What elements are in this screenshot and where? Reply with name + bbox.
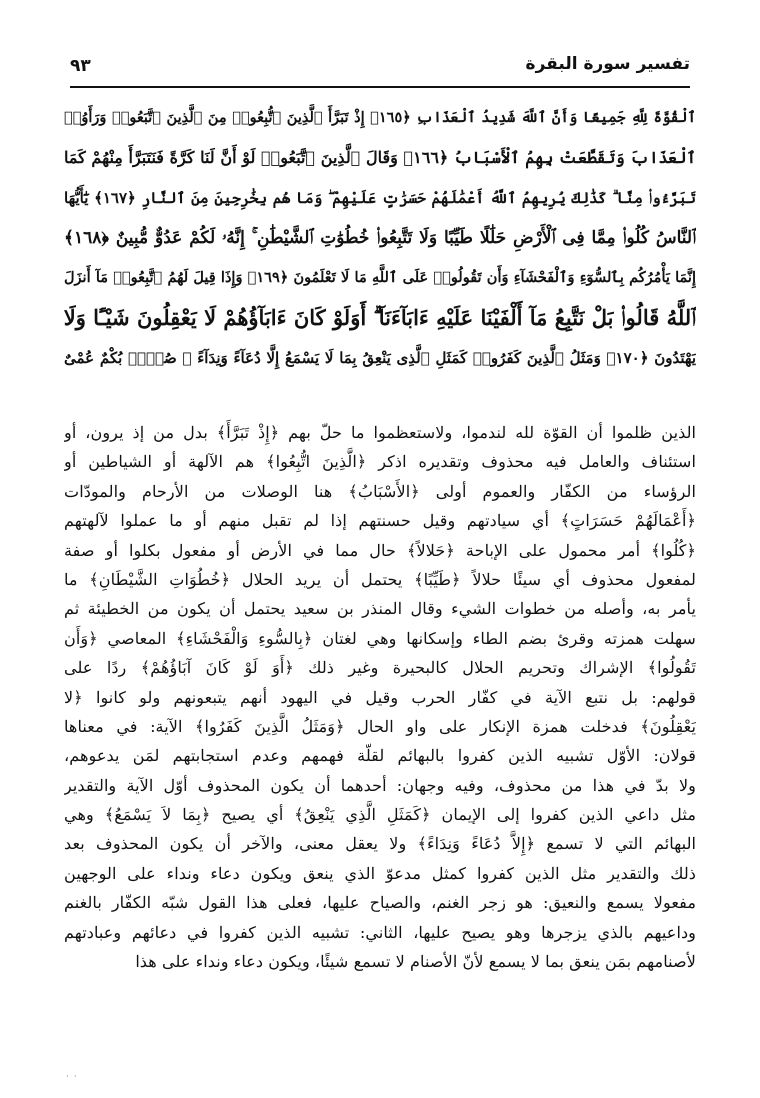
commentary-line: يأمر به، وأصله من خطوات الشيء وقال المنذر بن سعيد يحتمل أن يكون من الخطيئة ثم	[64, 599, 696, 619]
commentary-line: البهائم التي لا تسمع ﴿إِلاَّ دُعَاءً وَنِدَاءً﴾ ولا يعقل معنى، والآخر أن يكون المحذوف بعد	[64, 834, 696, 854]
commentary-line: الرؤساء من الكفّار والعموم أولى ﴿الأَسْبَابُ﴾ هنا الوصلات من الأرحام والمودّات	[64, 481, 696, 501]
verse-line: ٱلْعَذَابَ وَتَقَطَّعَتْ بِهِمُ ٱلْأَسْبَابُ ﴿١٦٦﴾ وَقَالَ ٱلَّذِينَ ٱتَّبَعُوا۟ لَوْ أَنَّ لَنَا كَرَّةً فَنَتَبَرَّأَ مِنْهُمْ كَمَا	[64, 148, 696, 167]
commentary-line: يَعْقِلُونَ﴾ فدخلت همزة الإنكار على واو الحال ﴿وَمَثَلُ الَّذِينَ كَفَرُوا﴾ الآية: في معناها	[64, 716, 696, 736]
commentary-line: تَقُولُوا﴾ الإشراك وتحريم الحلال كالبحيرة وغير ذلك ﴿أَوَ لَوْ كَانَ آبَاؤُهُمْ﴾ ردًا على	[64, 658, 696, 678]
commentary-line: مثل داعي الذين كفروا إلى الإيمان ﴿كَمَثَلِ الَّذِي يَنْعِقُ﴾ أي يصيح ﴿بِمَا لاَ يَسْمَعُ﴾ وهي	[64, 805, 696, 825]
verse-line: يَهْتَدُونَ ﴿١٧٠﴾ وَمَثَلُ ٱلَّذِينَ كَفَرُوا۟ كَمَثَلِ ٱلَّذِى يَنْعِقُ بِمَا لَا يَسْمَعُ إِلَّا دُعَآءً وَنِدَآءً ۚ صُمٌّۢ بُكْمٌ عُمْىٌ	[64, 349, 696, 367]
commentary-line: ﴿كُلُوا﴾ أمر محمول على الإباحة ﴿حَلالاً﴾ حال مما في الأرض أو مفعول بكلوا أو صفة	[64, 540, 696, 560]
commentary-line: سهلت همزته وقرئ بضم الطاء وإسكانها وهي لغتان ﴿بِالسُّوءِ وَالْفَحْشَاءِ﴾ المعاصي ﴿وَأَن	[64, 628, 696, 648]
verse-line: ٱلنَّاسُ كُلُوا۟ مِمَّا فِى ٱلْأَرْضِ حَلَٰلًا طَيِّبًا وَلَا تَتَّبِعُوا۟ خُطُوَٰتِ ٱلشَّيْطَٰنِ ۚ إِنَّهُۥ لَكُمْ عَدُوٌّ مُّبِينٌ ﴿١٦٨﴾	[64, 228, 696, 248]
verse-line: ٱلْقُوَّةَ لِلَّهِ جَمِيعًا وَأَنَّ ٱللَّهَ شَدِيدُ ٱلْعَذَابِ ﴿١٦٥﴾ إِذْ تَبَرَّأَ ٱلَّذِينَ ٱتُّبِعُوا۟ مِنَ ٱلَّذِينَ ٱتَّبَعُوا۟ وَرَأَوُا۟	[64, 109, 696, 126]
page-number: ٩٣	[70, 56, 91, 76]
verse-line: إِنَّمَا يَأْمُرُكُم بِٱلسُّوٓءِ وَٱلْفَحْشَآءِ وَأَن تَقُولُوا۟ عَلَى ٱللَّهِ مَا لَا تَعْلَمُونَ ﴿١٦٩﴾ وَإِذَا قِيلَ لَهُمُ ٱتَّبِعُوا۟ مَآ أَنزَلَ	[64, 269, 696, 286]
commentary-block	[64, 418, 696, 1038]
page-header	[70, 52, 690, 88]
commentary-line: لأصنامهم بمَن ينعق بما لا يسمع لأنّ الأصنام لا تسمع شيئًا، ويكون دعاء ونداء على هذا	[135, 952, 696, 972]
commentary-line: ﴿أَعْمَالَهُمْ حَسَرَاتٍ﴾ أي سيادتهم وقيل حسنتهم إذا لم تقبل منهم أو ما عملوا لآلهتهم	[64, 511, 696, 531]
verse-line: ٱللَّهُ قَالُوا۟ بَلْ نَتَّبِعُ مَآ أَلْفَيْنَا عَلَيْهِ ءَابَآءَنَآ ۗ أَوَلَوْ كَانَ ءَابَآؤُهُمْ لَا يَعْقِلُونَ شَيْـًٔا وَلَا	[64, 305, 696, 330]
verse-line: تَبَرَّءُوا۟ مِنَّا ۗ كَذَٰلِكَ يُرِيهِمُ ٱللَّهُ أَعْمَٰلَهُمْ حَسَرَٰتٍ عَلَيْهِمْ ۖ وَمَا هُم بِخَٰرِجِينَ مِنَ ٱلنَّارِ ﴿١٦٧﴾ يَٰٓأَيُّهَا	[64, 189, 696, 207]
running-title: تفسير سورة البقرة	[525, 54, 690, 74]
quran-verses-block	[64, 98, 696, 380]
commentary-line: ذلك والتقدير مثل الذين كفروا كمثل مدعوّ الذي ينعق ويكون دعاء ونداء على الوجهين	[64, 863, 696, 883]
commentary-line: الذين ظلموا أن القوّة لله لندموا، ولاستعظموا ما حلّ بهم ﴿إِذْ تَبَرَّأَ﴾ بدل من إذ يرون، أو	[64, 423, 696, 442]
commentary-line: قولهم: بل نتبع الآية في كفّار الحرب وقيل في اليهود أنهم يتبعونهم ولو كانوا ﴿لا	[64, 687, 696, 707]
commentary-line: قولان: الأوّل تشبيه الذين كفروا بالبهائم لقلّة فهمهم وعدم استجابتهم لمَن يدعوهم،	[64, 746, 696, 766]
commentary-line: لمفعول محذوف أي سيئًا حلالاً ﴿طَيِّبًا﴾ يحتمل أن يريد الحلال ﴿خُطُوَاتِ الشَّيْطَانِ﴾ ما	[64, 569, 696, 589]
commentary-line: مفعولا يسمع والنعيق: هو زجر الغنم، والصياح عليها، فعلى هذا القول شبّه الكفّار بالغنم	[64, 893, 696, 913]
commentary-line: استئناف والعامل فيه محذوف وتقديره اذكر ﴿الَّذِينَ اتُّبِعُوا﴾ هم الآلهة أو الشياطين أو	[64, 452, 696, 472]
scan-artifact-dots: · ·	[66, 1072, 78, 1082]
commentary-line: وداعيهم بالذي يزجرها وهو يصيح عليها، الثاني: تشبيه الذين كفروا في دعائهم وعبادتهم	[64, 922, 696, 942]
commentary-line: ولا بدّ في هذا من محذوف، وفيه وجهان: أحدهما أن يكون المحذوف أوّل الآية والتقدير	[64, 775, 696, 795]
